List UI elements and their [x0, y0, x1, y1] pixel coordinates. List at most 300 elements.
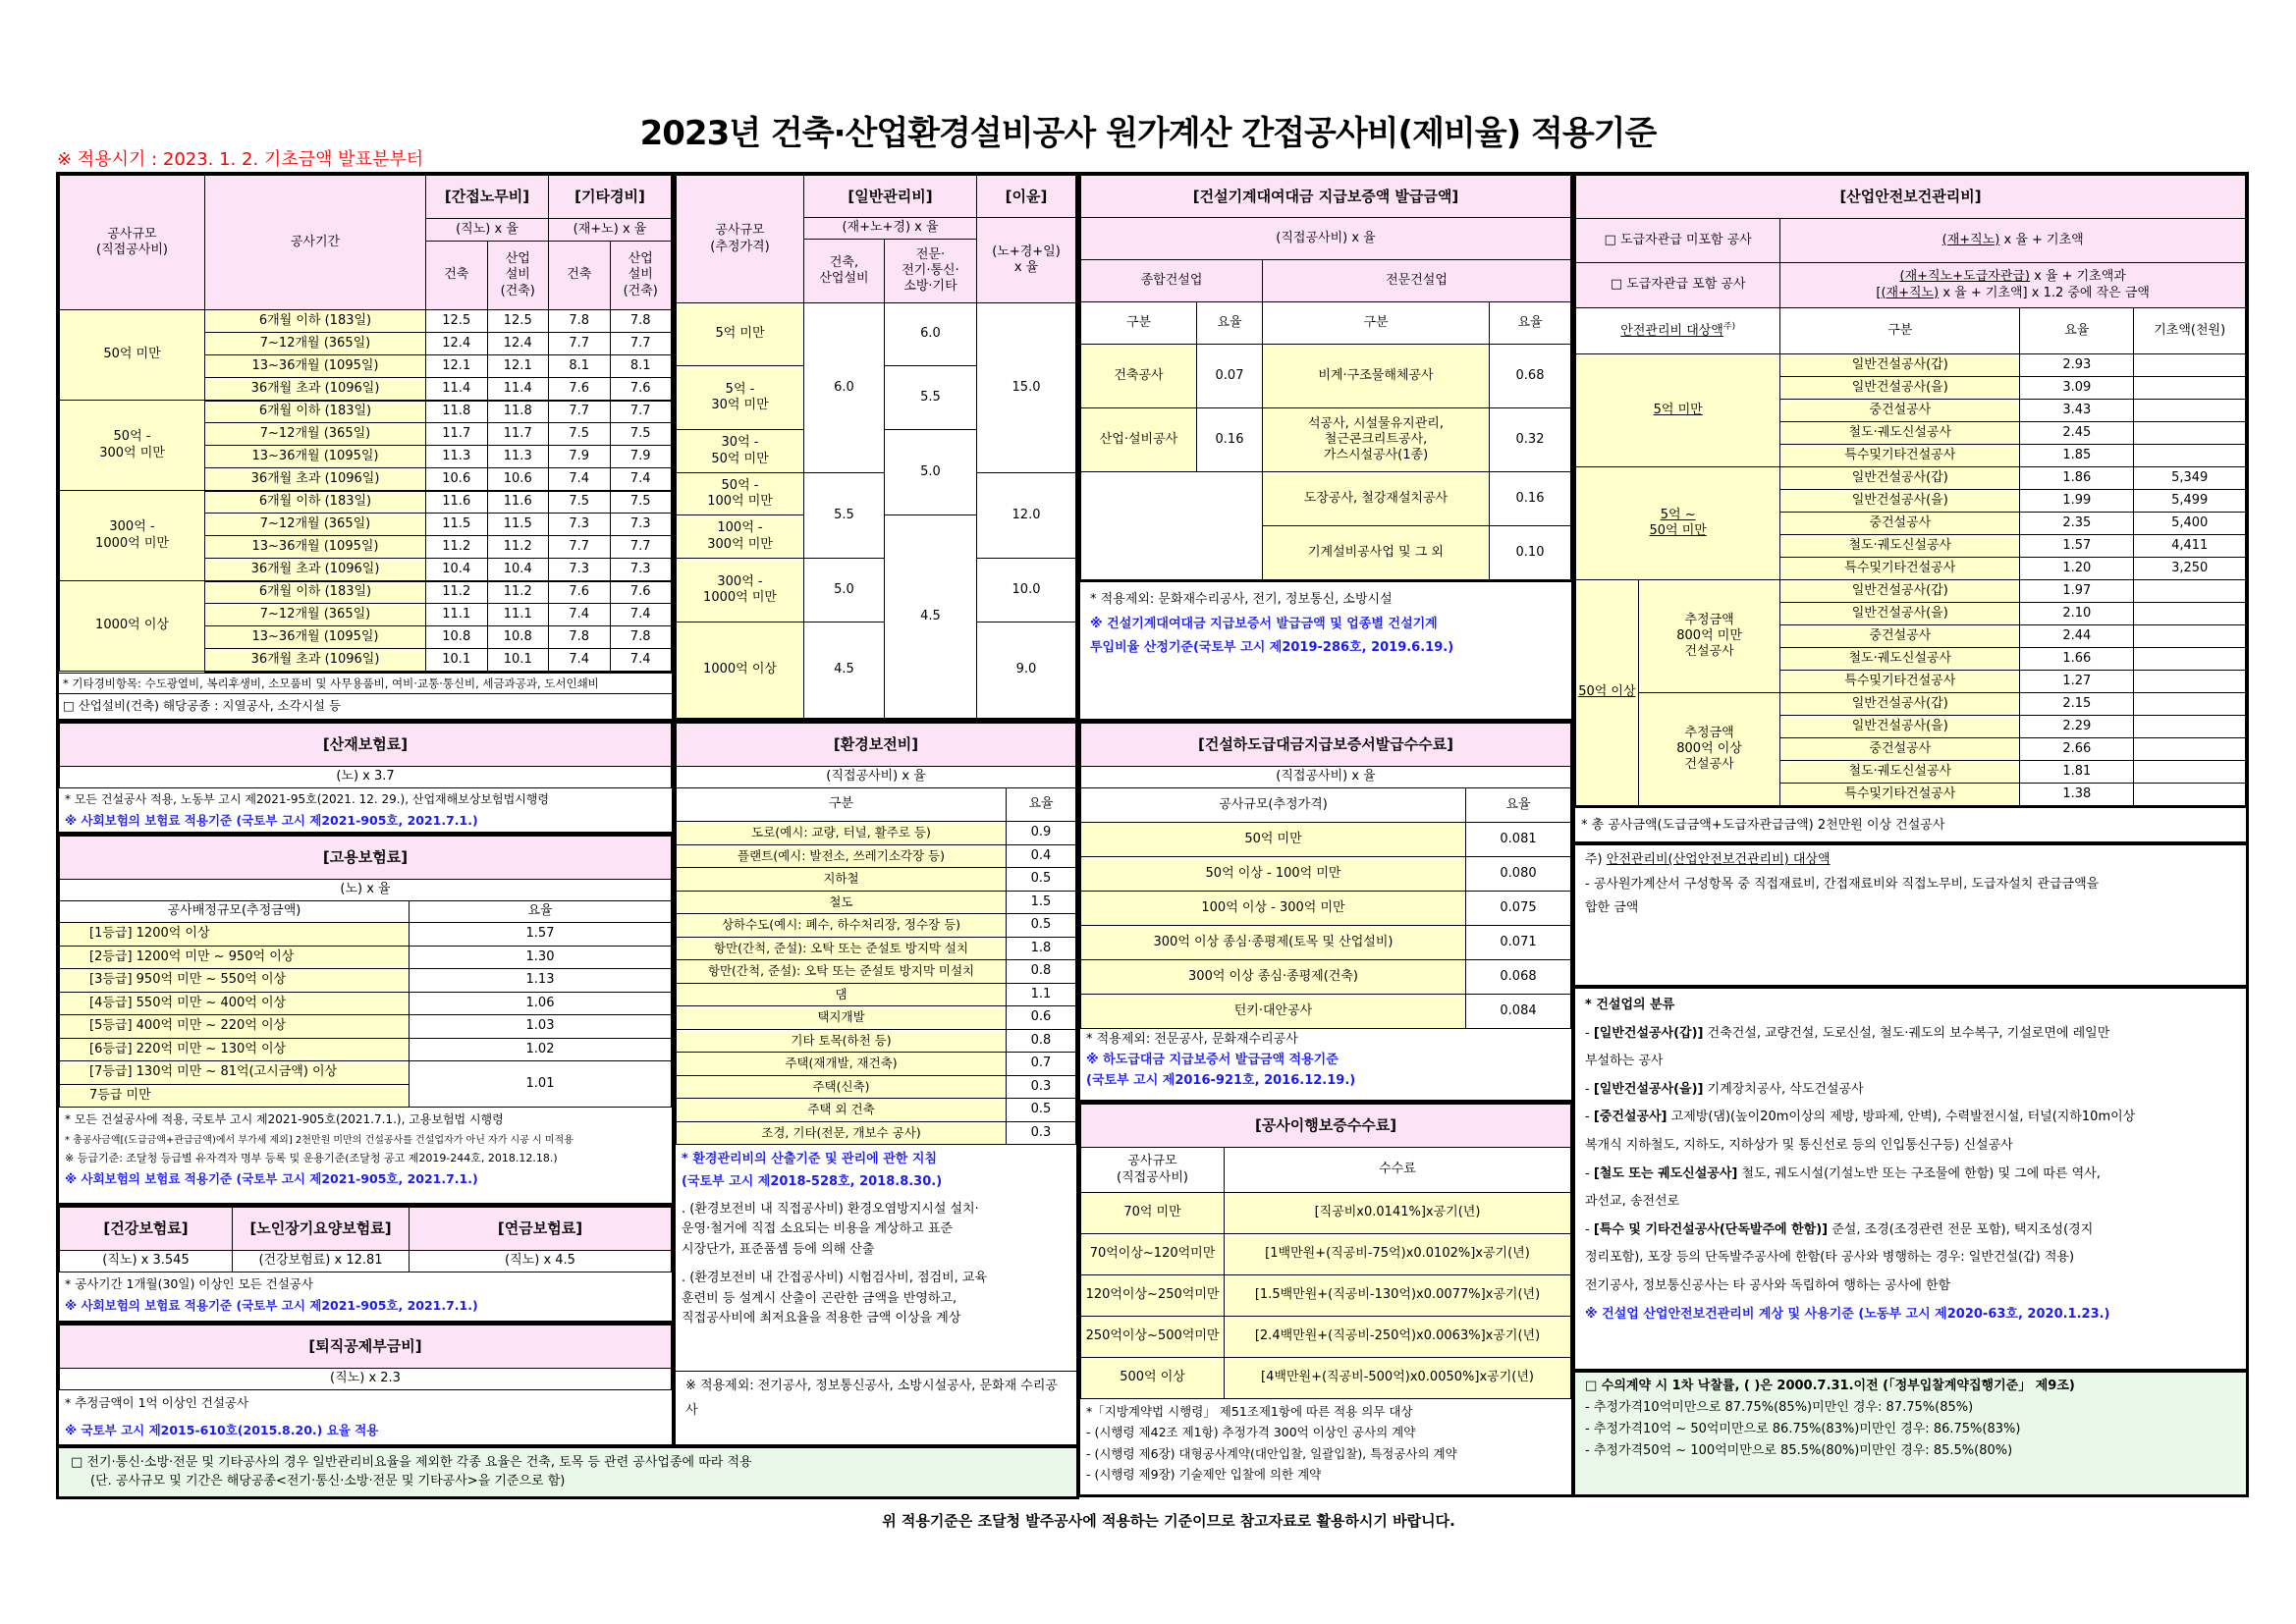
environment-exclusion-note: ※ 적용제외: 전기공사, 정보통신공사, 소방시설공사, 문화재 수리공사 — [676, 1371, 1076, 1444]
grade-cell: [6등급] 220억 미만 ~ 130억 이상 — [60, 1038, 410, 1061]
base-amount-cell: 5,400 — [2134, 513, 2246, 535]
performance-row — [1081, 1234, 1571, 1275]
base-amount-cell — [2134, 738, 2246, 761]
safety-scope-note: * 총 공사금액(도급금액+도급자관급금액) 2천만원 이상 건설공사 — [1575, 806, 2246, 839]
base-amount-cell: 5,499 — [2134, 490, 2246, 513]
safety-table — [1575, 175, 2246, 806]
scale-cell: 70억 미만 — [1081, 1193, 1225, 1234]
rate-cell: 1.27 — [2020, 671, 2134, 693]
period-cell: 7~12개월 (365일) — [205, 514, 426, 536]
subcontract-formula: (직접공사비) x 율 — [1081, 767, 1571, 788]
health-title: [건강보험료] — [60, 1208, 233, 1251]
scale-cell: 70억이상~120억미만 — [1081, 1234, 1225, 1275]
rate-cell: 7.6 — [549, 581, 611, 604]
rate-cell: 12.5 — [487, 310, 549, 333]
rate-cell: 10.1 — [487, 649, 549, 672]
footer-note: 위 적용기준은 조달청 발주공사에 적용하는 기준이므로 참고자료로 활용하시기 바랍니다. — [882, 1512, 1455, 1530]
incl-label: □ 도급자관급 포함 공사 — [1576, 263, 1780, 308]
col-type: 구분 — [1081, 302, 1197, 345]
type-cell: 주택(재개발, 재건축) — [677, 1053, 1007, 1076]
environment-row — [677, 1053, 1076, 1076]
type-cell: 일반건설공사(갑) — [1780, 467, 2020, 490]
classification-label: [일반건설공사(을)] — [1593, 1081, 1704, 1097]
type-cell: 항만(간척, 준설): 오탁 또는 준설토 방지막 설치 — [677, 937, 1007, 960]
rate-cell: 7.3 — [610, 514, 672, 536]
rate-cell: 11.2 — [426, 581, 488, 604]
col-type: 구분 — [677, 788, 1007, 822]
performance-row — [1081, 1317, 1571, 1358]
scale-cell: 1000억 이상 — [60, 581, 205, 672]
col-period: 공사기간 — [205, 176, 426, 310]
classification-label: [중건설공사] — [1593, 1110, 1667, 1125]
industrial-accident-section — [56, 720, 675, 835]
retirement-formula: (직노) x 2.3 — [60, 1369, 672, 1390]
rate-cell: 11.8 — [487, 401, 549, 423]
environment-row — [677, 822, 1076, 845]
type-cell: 중건설공사 — [1780, 513, 2020, 535]
rate-cell: 11.7 — [426, 423, 488, 446]
rate-cell: 10.1 — [426, 649, 488, 672]
rate-cell: 1.57 — [2020, 535, 2134, 558]
scale-cell: 100억 - 300억 미만 — [677, 515, 804, 559]
classification-item: - [일반건설공사(갑)] 건축건설, 교량건설, 도로신설, 철도·궤도의 보수복구, 기설로면에 레일만 부설하는 공사 — [1585, 1025, 2110, 1069]
type-cell: 중건설공사 — [1780, 738, 2020, 761]
subcontract-title: [건설하도급대금지급보증서발급수수료] — [1081, 724, 1571, 767]
rate-cell: 12.4 — [426, 333, 488, 355]
rate-cell: 7.9 — [549, 446, 611, 468]
classification-label: [특수 및 기타건설공사(단독발주에 한함)] — [1593, 1221, 1829, 1237]
type-cell: 중건설공사 — [1780, 625, 2020, 648]
type-cell: 일반건설공사(갑) — [1780, 693, 2020, 716]
base-amount-cell — [2134, 354, 2246, 377]
rate-cell: 1.02 — [410, 1038, 672, 1061]
col-scale: 공사규모 (추정가격) — [677, 176, 804, 303]
scale-cell: 100억 이상 - 300억 미만 — [1081, 892, 1466, 926]
labor-row — [60, 491, 672, 514]
rate-cell: 1.5 — [1007, 891, 1076, 914]
rate-cell: 0.068 — [1466, 960, 1571, 995]
subcontract-row — [1081, 926, 1571, 960]
rate-cell: 10.6 — [487, 468, 549, 491]
rate-cell: 0.32 — [1490, 408, 1571, 472]
period-cell: 6개월 이하 (183일) — [205, 310, 426, 333]
general-admin-formula: (재+노+경) x 율 — [804, 218, 977, 240]
scale-cell: 250억이상~500억미만 — [1081, 1317, 1225, 1358]
rate-cell: 11.3 — [426, 446, 488, 468]
scale-cell: 50억 미만 — [60, 310, 205, 401]
subcontract-guarantee-section — [1077, 720, 1574, 1103]
machinery-exclusion-note: * 적용제외: 문화재수리공사, 전기, 정보통신, 소방시설 — [1090, 592, 1393, 607]
labor-row — [60, 401, 672, 423]
col-scale: 공사규모 (직접공사비) — [60, 176, 205, 310]
rate-cell: 2.35 — [2020, 513, 2134, 535]
health-pension-section — [56, 1204, 675, 1324]
classification-label: [철도 또는 궤도신설공사] — [1593, 1165, 1738, 1181]
rate-cell: 0.8 — [1007, 960, 1076, 984]
scale-cell: 5억 - 30억 미만 — [677, 366, 804, 430]
employment-formula: (노) x 율 — [60, 880, 672, 901]
type-cell: 특수및기타건설공사 — [1780, 671, 2020, 693]
performance-row — [1081, 1358, 1571, 1399]
type-cell: 건축공사 — [1081, 345, 1197, 408]
rate-cell: 7.4 — [549, 468, 611, 491]
rate-cell: 10.4 — [487, 559, 549, 581]
base-amount-cell — [2134, 400, 2246, 422]
rate-cell: 2.93 — [2020, 354, 2134, 377]
health-formula: (직노) x 3.545 — [60, 1251, 233, 1272]
rate-cell: 7.7 — [610, 536, 672, 559]
incl-formula: (재+직노+도급자관급) x 율 + 기초액과 [(재+직노) x 율 + 기초액] x 1.2 중에 작은 금액 — [1780, 263, 2246, 308]
grade-cell: [2등급] 1200억 미만 ~ 950억 이상 — [60, 946, 410, 969]
machinery-reference: ※ 건설기계대여대금 지급보증서 발급금액 및 업종별 건설기계 투입비율 산정기준(국토부 고시 제2019-286호, 2019.6.19.) — [1090, 616, 1454, 656]
pension-formula: (직노) x 4.5 — [410, 1251, 672, 1272]
rate-cell: 11.2 — [426, 536, 488, 559]
col-industrial: 산업 설비 (건축) — [610, 242, 672, 310]
employment-row — [60, 946, 672, 969]
period-cell: 13~36개월 (1095일) — [205, 446, 426, 468]
scale-cell: 300억 - 1000억 미만 — [677, 559, 804, 623]
rate-cell: 7.4 — [549, 604, 611, 626]
rate-cell: 12.1 — [487, 355, 549, 378]
base-amount-cell — [2134, 422, 2246, 445]
retirement-title: [퇴직공제부금비] — [60, 1326, 672, 1369]
period-cell: 13~36개월 (1095일) — [205, 536, 426, 559]
rate-cell: 11.4 — [487, 378, 549, 401]
health-reference: ※ 사회보험의 보험료 적용기준 (국토부 고시 제2021-905호, 2021.7.1.) — [65, 1298, 478, 1313]
rate-cell: 3.09 — [2020, 377, 2134, 400]
labor-row — [60, 581, 672, 604]
type-cell: 철도·궤도신설공사 — [1780, 535, 2020, 558]
rate-cell: 11.4 — [426, 378, 488, 401]
col-rate: 요율 — [2020, 308, 2134, 354]
rate-cell: 1.30 — [410, 946, 672, 969]
scale-cell: 300억 이상 종심·종평제(건축) — [1081, 960, 1466, 995]
period-cell: 7~12개월 (365일) — [205, 333, 426, 355]
period-cell: 6개월 이하 (183일) — [205, 401, 426, 423]
employment-title: [고용보험료] — [60, 837, 672, 880]
performance-note: *「지방계약법 시행령」 제51조제1항에 따른 적용 의무 대상 — [1086, 1404, 1413, 1419]
fee-cell: [1백만원+(직공비-75억)x0.0102%]x공기(년) — [1225, 1234, 1571, 1275]
performance-title: [공사이행보증수수료] — [1081, 1105, 1571, 1148]
col-type: 구분 — [1780, 308, 2020, 354]
subcontract-row — [1081, 995, 1571, 1029]
rate-cell: 0.080 — [1466, 857, 1571, 892]
other-expense-title: [기타경비] — [549, 176, 672, 219]
type-cell: 상하수도(예시: 폐수, 하수처리장, 정수장 등) — [677, 914, 1007, 938]
classification-text: 건축건설, 교량건설, 도로신설, 철도·궤도의 보수복구, 기설로면에 레일만 부설하는 공사 — [1585, 1025, 2110, 1069]
classification-item: - [중건설공사] 고제방(댐)(높이20m이상의 제방, 방파제, 안벽), 수력발전시설, 터널(지하10m이상 복개식 지하철도, 지하도, 지하상가 및 통신선로 등의 인입통신구등) 신설공사 — [1585, 1110, 2136, 1153]
period-cell: 13~36개월 (1095일) — [205, 626, 426, 649]
environment-row — [677, 1006, 1076, 1030]
scale-cell: 300억 이상 종심·종평제(토목 및 산업설비) — [1081, 926, 1466, 960]
target-scale-label: 50억 이상 — [1578, 684, 1636, 700]
environment-indirect-note: . (환경보전비 내 간접공사비) 시험검사비, 점검비, 교육 훈련비 등 설계시 산출이 곤란한 금액을 반영하고, 직접공사비에 최저요율을 적용한 금액 이상을 계상 — [682, 1270, 988, 1326]
type-cell: 일반건설공사(을) — [1780, 716, 2020, 738]
environment-row — [677, 1075, 1076, 1099]
rate-cell: 7.4 — [549, 649, 611, 672]
grade-cell: [1등급] 1200억 이상 — [60, 923, 410, 947]
safety-row — [1576, 693, 2246, 716]
safety-row — [1576, 580, 2246, 603]
period-cell: 36개월 초과 (1096일) — [205, 468, 426, 491]
rate-cell: 1.01 — [410, 1061, 672, 1108]
rate-cell: 11.1 — [426, 604, 488, 626]
type-cell: 특수및기타건설공사 — [1780, 445, 2020, 467]
type-cell: 도로(예시: 교량, 터널, 활주로 등) — [677, 822, 1007, 845]
general-admin-title: [일반관리비] — [804, 176, 977, 218]
specialty-construction-header: 전문건설업 — [1263, 260, 1571, 302]
subcontract-reference: ※ 하도급대금 지급보증서 발급금액 적용기준 (국토부 고시 제2016-921호, 2016.12.19.) — [1086, 1052, 1356, 1088]
scale-cell: 턴키·대안공사 — [1081, 995, 1466, 1029]
rate-cell: 1.20 — [2020, 558, 2134, 580]
rate-cell: 0.5 — [1007, 1099, 1076, 1122]
rate-cell: 1.8 — [1007, 937, 1076, 960]
rate-cell: 0.9 — [1007, 822, 1076, 845]
excl-label: □ 도급자관급 미포함 공사 — [1576, 219, 1780, 263]
environment-row — [677, 937, 1076, 960]
admin-rate-arch: 4.5 — [804, 623, 885, 719]
employment-reference: ※ 사회보험의 보험료 적용기준 (국토부 고시 제2021-905호, 2021.7.1.) — [65, 1171, 478, 1186]
rate-cell: 7.8 — [610, 626, 672, 649]
type-cell: 플랜트(예시: 발전소, 쓰레기소각장 등) — [677, 844, 1007, 868]
classification-text: 기계장치공사, 삭도건설공사 — [1703, 1081, 1864, 1097]
employment-insurance-section — [56, 833, 675, 1206]
rate-cell: 2.44 — [2020, 625, 2134, 648]
employment-row — [60, 992, 672, 1015]
employment-grade-note: ※ 등급기준: 조달청 등급별 유자격자 명부 등록 및 운용기준(조달청 공고 제2019-244호, 2018.12.18.) — [65, 1152, 558, 1164]
rate-cell: 7.4 — [610, 468, 672, 491]
base-amount-cell: 4,411 — [2134, 535, 2246, 558]
classification-item: - [특수 및 기타건설공사(단독발주에 한함)] 준설, 조경(조경관련 전문 포함), 택지조성(경지 정리포함), 포장 등의 단독발주공사에 한함(타 공사와 병행하는 경우: 일반건설(갑) 적용) 전기공사, 정보통신공사는 타 공사와 독립하여 행하는 공사에 한함 — [1585, 1221, 2094, 1293]
type-cell: 택지개발 — [677, 1006, 1007, 1030]
type-cell: 일반건설공사(을) — [1780, 603, 2020, 625]
rate-cell: 2.29 — [2020, 716, 2134, 738]
grade-cell: 7등급 미만 — [60, 1084, 410, 1108]
pension-title: [연금보험료] — [410, 1208, 672, 1251]
rate-cell: 7.7 — [549, 401, 611, 423]
retirement-note: * 추정금액이 1억 이상인 건설공사 — [65, 1395, 249, 1410]
rate-cell: 0.071 — [1466, 926, 1571, 960]
base-amount-cell — [2134, 445, 2246, 467]
effective-date-note: ※ 적용시기 : 2023. 1. 2. 기초금액 발표분부터 — [57, 149, 424, 170]
scale-cell: 50억 - 300억 미만 — [60, 401, 205, 491]
rate-cell: 7.3 — [549, 514, 611, 536]
target-scale-label: 5억 ~ 50억 미만 — [1649, 507, 1707, 538]
base-amount-cell — [2134, 693, 2246, 716]
rate-cell: 3.43 — [2020, 400, 2134, 422]
type-cell: 일반건설공사(을) — [1780, 490, 2020, 513]
col-scale: 공사배정규모(추정금액) — [60, 901, 410, 923]
target-scale-cell — [1576, 354, 1780, 467]
target-scale-cell — [1576, 580, 1639, 806]
indirect-labor-section — [56, 172, 675, 722]
safety-title: [산업안전보건관리비] — [1576, 176, 2246, 219]
type-cell: 도장공사, 철강재설치공사 — [1263, 472, 1490, 526]
fee-cell: [2.4백만원+(직공비-250억)x0.0063%]x공기(년) — [1225, 1317, 1571, 1358]
type-cell: 주택(신축) — [677, 1075, 1007, 1099]
col-target: 안전관리비 대상액$^{주)}$ — [1576, 308, 1780, 354]
rate-cell: 2.66 — [2020, 738, 2134, 761]
environment-row — [677, 960, 1076, 984]
specialty-rate-note-line: □ 전기·통신·소방·전문 및 기타공사의 경우 일반관리비요율을 제외한 각종 요율은 건축, 토목 등 관련 공사업종에 따라 적용 — [71, 1455, 752, 1470]
rate-cell: 0.6 — [1007, 1006, 1076, 1030]
base-amount-cell — [2134, 603, 2246, 625]
type-cell: 댐 — [677, 983, 1007, 1006]
rate-cell: 7.5 — [610, 423, 672, 446]
environment-formula: (직접공사비) x 율 — [677, 767, 1076, 788]
health-note: * 공사기간 1개월(30일) 이상인 모든 건설공사 — [65, 1276, 313, 1291]
rate-cell: 0.3 — [1007, 1121, 1076, 1145]
ltc-formula: (건강보험료) x 12.81 — [233, 1251, 410, 1272]
environment-section — [673, 720, 1079, 1447]
industrial-accident-formula: (노) x 3.7 — [60, 767, 672, 788]
industrial-accident-reference: ※ 사회보험의 보험료 적용기준 (국토부 고시 제2021-905호, 2021.7.1.) — [65, 813, 478, 828]
specialty-rate-note-line: (단. 공사규모 및 기간은 해당공종<전기·통신·소방·전문 및 기타공사>을 기준으로 함) — [90, 1474, 566, 1489]
period-cell: 36개월 초과 (1096일) — [205, 559, 426, 581]
rate-cell: 7.6 — [610, 581, 672, 604]
rate-cell: 7.6 — [549, 378, 611, 401]
type-cell: 기계설비공사업 및 그 외 — [1263, 526, 1490, 580]
classification-title: * 건설업의 분류 — [1585, 998, 1675, 1012]
specialty-rate-note — [56, 1445, 1079, 1499]
type-cell: 일반건설공사(을) — [1780, 377, 2020, 400]
admin-rate-specialty: 5.5 — [885, 366, 977, 430]
type-cell: 특수및기타건설공사 — [1780, 558, 2020, 580]
base-amount-cell — [2134, 671, 2246, 693]
period-cell: 13~36개월 (1095일) — [205, 355, 426, 378]
classification-item: - [철도 또는 궤도신설공사] 철도, 궤도시설(기설노반 또는 구조물에 한함) 및 그에 따른 역사, 과선교, 송전선로 — [1585, 1165, 2101, 1210]
rate-cell: 11.8 — [426, 401, 488, 423]
general-admin-table — [676, 175, 1076, 719]
subcontract-row — [1081, 823, 1571, 857]
scale-cell: 30억 - 50억 미만 — [677, 430, 804, 473]
rate-cell: 0.10 — [1490, 526, 1571, 580]
scale-cell: 120억이상~250억미만 — [1081, 1275, 1225, 1317]
rate-cell: 10.8 — [426, 626, 488, 649]
rate-cell: 7.7 — [549, 333, 611, 355]
profit-formula: (노+경+일) x 율 — [977, 218, 1076, 303]
rate-cell: 7.5 — [549, 423, 611, 446]
col-base: 기초액(천원) — [2134, 308, 2246, 354]
type-cell: 특수및기타건설공사 — [1780, 784, 2020, 806]
scale-cell: 5억 미만 — [677, 303, 804, 366]
rate-cell: 7.5 — [610, 491, 672, 514]
col-rate: 요율 — [410, 901, 672, 923]
rate-cell: 1.13 — [410, 969, 672, 993]
empty-cell — [1081, 472, 1263, 580]
rate-cell: 0.16 — [1197, 408, 1263, 472]
rate-cell: 7.4 — [610, 649, 672, 672]
machinery-formula: (직접공사비) x 율 — [1081, 218, 1571, 260]
classification-text: 고제방(댐)(높이20m이상의 제방, 방파제, 안벽), 수력발전시설, 터널(지하10m이상 복개식 지하철도, 지하도, 지하상가 및 통신선로 등의 인입통신구등) 신설공사 — [1585, 1110, 2136, 1153]
rate-cell: 11.5 — [487, 514, 549, 536]
labor-row — [60, 310, 672, 333]
period-cell: 7~12개월 (365일) — [205, 604, 426, 626]
admin-rate-arch: 6.0 — [804, 303, 885, 473]
target-scale-cell — [1576, 467, 1780, 580]
base-amount-cell: 5,349 — [2134, 467, 2246, 490]
safety-row — [1576, 354, 2246, 377]
period-cell: 36개월 초과 (1096일) — [205, 378, 426, 401]
employment-row — [60, 1015, 672, 1039]
type-cell: 석공사, 시설물유지관리, 철근콘크리트공사, 가스시설공사(1종) — [1263, 408, 1490, 472]
retirement-section — [56, 1322, 675, 1447]
rate-cell: 1.86 — [2020, 467, 2134, 490]
rate-cell: 7.7 — [549, 536, 611, 559]
col-rate: 요율 — [1466, 788, 1571, 823]
rate-cell: 7.7 — [610, 333, 672, 355]
classification-text: 준설, 조경(조경관련 전문 포함), 택지조성(경지 정리포함), 포장 등의 단독발주공사에 한함(타 공사와 병행하는 경우: 일반건설(갑) 적용) 전기공사, 정보통신공사는 타 공사와 독립하여 행하는 공사에 한함 — [1585, 1221, 2094, 1293]
bid-rate-line: - 추정가격10억 ~ 50억미만으로 86.75%(83%)미만인 경우: 86.75%(83%) — [1585, 1422, 2021, 1437]
grade-cell: [4등급] 550억 미만 ~ 400억 이상 — [60, 992, 410, 1015]
environment-row — [677, 983, 1076, 1006]
rate-cell: 1.81 — [2020, 761, 2134, 784]
rate-cell: 1.99 — [2020, 490, 2134, 513]
fee-cell: [직공비x0.0141%]x공기(년) — [1225, 1193, 1571, 1234]
period-cell: 36개월 초과 (1096일) — [205, 649, 426, 672]
environment-reference: * 환경관리비의 산출기준 및 관리에 관한 지침 (국토부 고시 제2018-528호, 2018.8.30.) — [682, 1152, 943, 1189]
rate-cell: 12.1 — [426, 355, 488, 378]
rate-cell: 7.8 — [549, 310, 611, 333]
col-arch: 건축 — [549, 242, 611, 310]
rate-cell: 2.10 — [2020, 603, 2134, 625]
rate-cell: 11.6 — [426, 491, 488, 514]
rate-cell: 1.57 — [410, 923, 672, 947]
subcontract-row — [1081, 960, 1571, 995]
type-cell: 철도 — [677, 891, 1007, 914]
indirect-labor-formula: (직노) x 율 — [426, 219, 549, 242]
scale-cell: 500억 이상 — [1081, 1358, 1225, 1399]
type-cell: 철도·궤도신설공사 — [1780, 422, 2020, 445]
base-amount-cell: 3,250 — [2134, 558, 2246, 580]
indirect-labor-table — [59, 175, 672, 673]
type-cell: 기타 토목(하천 등) — [677, 1029, 1007, 1053]
col-fee: 수수료 — [1225, 1148, 1571, 1193]
employment-row — [60, 923, 672, 947]
rate-cell: 11.6 — [487, 491, 549, 514]
type-cell: 주택 외 건축 — [677, 1099, 1007, 1122]
rate-cell: 11.2 — [487, 536, 549, 559]
rate-cell: 7.8 — [549, 626, 611, 649]
industrial-facility-note: □ 산업설비(건축) 해당공종 : 지열공사, 소각시설 등 — [59, 693, 672, 716]
general-admin-section — [673, 172, 1079, 722]
profit-rate: 10.0 — [977, 559, 1076, 623]
retirement-reference: ※ 국토부 고시 제2015-610호(2015.8.20.) 요율 적용 — [65, 1423, 379, 1437]
period-cell: 6개월 이하 (183일) — [205, 491, 426, 514]
rate-cell: 7.4 — [610, 604, 672, 626]
environment-title: [환경보전비] — [677, 724, 1076, 767]
machinery-guarantee-table — [1080, 175, 1571, 580]
type-cell: 중건설공사 — [1780, 400, 2020, 422]
employment-row — [60, 969, 672, 993]
period-cell: 6개월 이하 (183일) — [205, 581, 426, 604]
type-cell: 조경, 기타(전문, 개보수 공사) — [677, 1121, 1007, 1145]
rate-cell: 0.16 — [1490, 472, 1571, 526]
rate-cell: 7.6 — [610, 378, 672, 401]
grade-cell: [3등급] 950억 미만 ~ 550억 이상 — [60, 969, 410, 993]
admin-rate-specialty: 5.0 — [885, 430, 977, 515]
rate-cell: 0.081 — [1466, 823, 1571, 857]
rate-cell: 11.2 — [487, 581, 549, 604]
grade-cell: [5등급] 400억 미만 ~ 220억 이상 — [60, 1015, 410, 1039]
base-amount-cell — [2134, 784, 2246, 806]
industrial-accident-title: [산재보험료] — [60, 724, 672, 767]
rate-cell: 0.07 — [1197, 345, 1263, 408]
col-rate: 요율 — [1197, 302, 1263, 345]
scale-cell: 50억 미만 — [1081, 823, 1466, 857]
rate-cell: 11.5 — [426, 514, 488, 536]
performance-row — [1081, 1275, 1571, 1317]
